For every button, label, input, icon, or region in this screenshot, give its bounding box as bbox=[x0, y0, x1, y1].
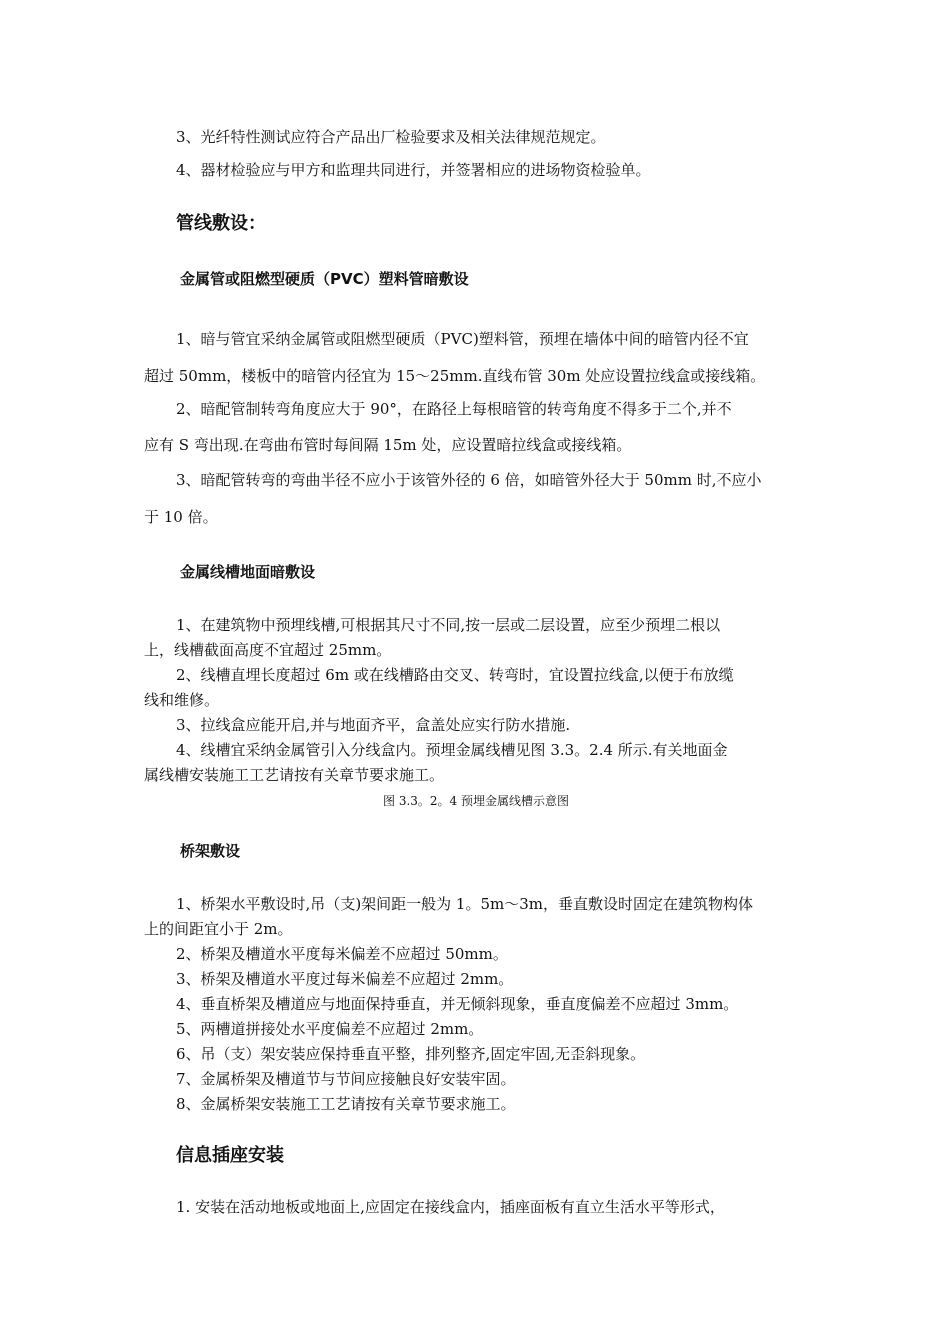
metal-trough-line-7: 属线槽安装施工工艺请按有关章节要求施工。 bbox=[144, 766, 445, 784]
metal-trough-line-1: 1、在建筑物中预埋线槽,可根据其尺寸不同,按一层或二层设置，应至少预埋二根以 bbox=[176, 616, 721, 634]
bridge-line-4: 3、桥架及槽道水平度过每米偏差不应超过 2mm。 bbox=[176, 970, 514, 988]
concealed-pipe-heading: 金属管或阻燃型硬质（PVC）塑料管暗敷设 bbox=[180, 270, 469, 288]
bridge-line-5: 4、垂直桥架及槽道应与地面保持垂直，并无倾斜现象，垂直度偏差不应超过 3mm。 bbox=[176, 995, 739, 1013]
metal-trough-heading: 金属线槽地面暗敷设 bbox=[180, 563, 316, 581]
socket-line-1: 1. 安装在活动地板或地面上,应固定在接线盒内，插座面板有直立生活水平等形式， bbox=[176, 1198, 725, 1216]
socket-heading: 信息插座安装 bbox=[176, 1145, 284, 1166]
metal-trough-line-5: 3、拉线盒应能开启,并与地面齐平，盒盖处应实行防水措施. bbox=[176, 716, 571, 734]
pipeline-heading: 管线敷设： bbox=[176, 213, 266, 234]
prev-item-4: 4、器材检验应与甲方和监理共同进行，并签署相应的进场物资检验单。 bbox=[176, 161, 651, 179]
bridge-line-9: 8、金属桥架安装施工工艺请按有关章节要求施工。 bbox=[176, 1095, 516, 1113]
metal-trough-line-4: 线和维修。 bbox=[144, 691, 220, 709]
metal-trough-line-3: 2、线槽直埋长度超过 6m 或在线槽路由交叉、转弯时，宜设置拉线盒,以便于布放缆 bbox=[176, 666, 734, 684]
bridge-line-2: 上的间距宜小于 2m。 bbox=[144, 920, 293, 938]
concealed-pipe-line-3: 2、暗配管制转弯角度应大于 90°，在路径上每根暗管的转弯角度不得多于二个,并不 bbox=[176, 400, 732, 418]
concealed-pipe-line-1: 1、暗与管宜采纳金属管或阻燃型硬质（PVC)塑料管，预埋在墙体中间的暗管内径不宜 bbox=[176, 330, 749, 348]
bridge-heading: 桥架敷设 bbox=[180, 842, 241, 860]
bridge-line-8: 7、金属桥架及槽道节与节间应接触良好安装牢固。 bbox=[176, 1070, 516, 1088]
metal-trough-line-2: 上，线槽截面高度不宜超过 25mm。 bbox=[144, 641, 392, 659]
bridge-line-3: 2、桥架及槽道水平度每米偏差不应超过 50mm。 bbox=[176, 945, 508, 963]
bridge-line-1: 1、桥架水平敷设时,吊（支)架间距一般为 1。5m～3m，垂直敷设时固定在建筑物构体 bbox=[176, 895, 754, 913]
prev-item-3: 3、光纤特性测试应符合产品出厂检验要求及相关法律规范规定。 bbox=[176, 128, 606, 146]
concealed-pipe-line-6: 于 10 倍。 bbox=[144, 508, 218, 526]
metal-trough-line-6: 4、线槽宜采纳金属管引入分线盒内。预埋金属线槽见图 3.3。2.4 所示.有关地面金 bbox=[176, 741, 728, 759]
concealed-pipe-line-4: 应有 S 弯出现.在弯曲布管时每间隔 15m 处，应设置暗拉线盒或接线箱。 bbox=[144, 436, 632, 454]
concealed-pipe-line-5: 3、暗配管转弯的弯曲半径不应小于该管外径的 6 倍，如暗管外径大于 50mm 时,不应小 bbox=[176, 471, 762, 489]
figure-caption: 图 3.3。2。4 预埋金属线槽示意图 bbox=[383, 794, 569, 808]
bridge-line-7: 6、吊（支）架安装应保持垂直平整，排列整齐,固定牢固,无歪斜现象。 bbox=[176, 1045, 646, 1063]
bridge-line-6: 5、两槽道拼接处水平度偏差不应超过 2mm。 bbox=[176, 1020, 484, 1038]
concealed-pipe-line-2: 超过 50mm，楼板中的暗管内径宜为 15～25mm.直线布管 30m 处应设置拉线盒或接线箱。 bbox=[144, 367, 766, 385]
